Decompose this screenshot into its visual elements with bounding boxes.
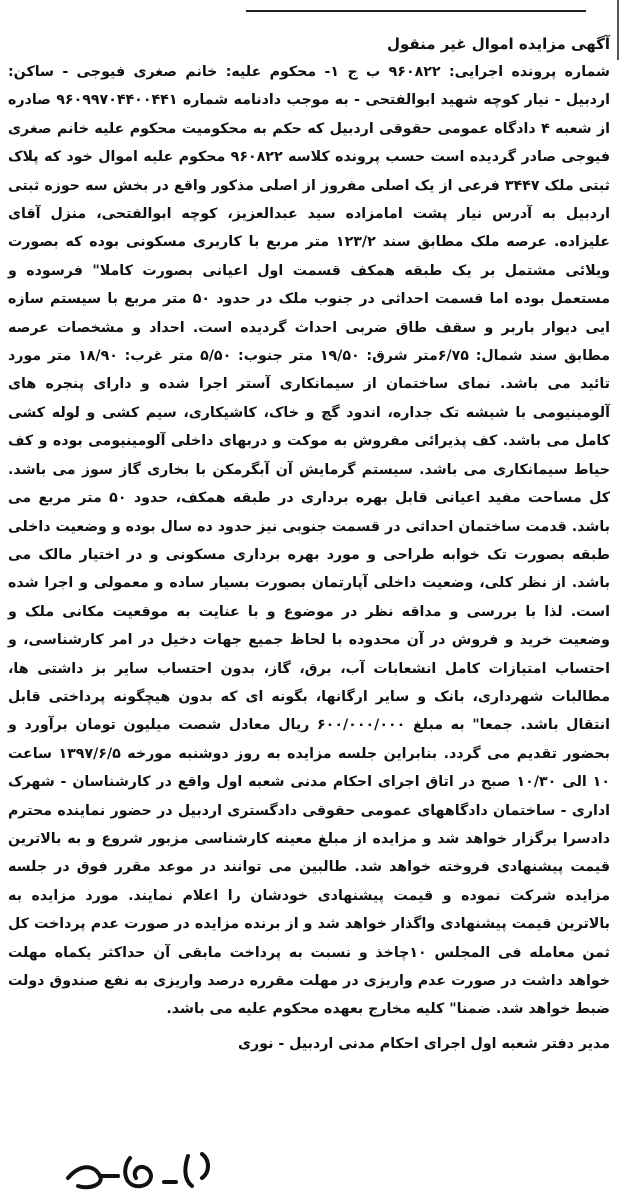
handwritten-number-mark <box>60 1138 220 1196</box>
notice-signature: مدیر دفتر شعبه اول اجرای احکام مدنی اردبیل - نوری <box>238 1035 610 1052</box>
auction-notice <box>8 30 610 1058</box>
notice-body: شماره پرونده اجرایی: ۹۶۰۸۲۲ ب ج ۱- محکوم علیه: خانم صغری فیوجی - ساکن: اردبیل - نیار کوچه شهید ابوالفتحی - به موجب دادنامه شماره ۹۶۰۹۹۷۰۴۴۰۰۴۴۱ صادره از شعبه ۴ دادگاه عمومی حقوقی اردبیل که حکم به محکومیت محکوم علیه خانم صغری فیوجی صادر گردیده است حسب پرونده کلاسه ۹۶۰۸۲۲ محکوم علیه اموال خود که پلاک ثبتی ملک ۳۴۴۷ فرعی از یک اصلی مفروز از اصلی مذکور واقع در بخش سه حوزه ثبتی اردبیل به آدرس نیار پشت امامزاده سید عبدالعزیز، کوچه ابوالفتحی، منزل آقای علیزاده. عرصه ملک مطابق سند ۱۲۳/۲ متر مربع با کاربری مسکونی بوده که بصورت ویلائی مشتمل بر یک طبقه همکف قسمت اول اعیانی بصورت کاملا" فرسوده و مستعمل بوده اما قسمت احداثی در جنوب ملک در حدود ۵۰ متر مربع با سیستم سازه ایی دیوار باربر و سقف طاق ضربی احداث گردیده است. احداد و مشخصات عرصه مطابق سند شمال: ۶/۷۵متر شرق: ۱۹/۵۰ متر جنوب: ۵/۵۰ متر غرب: ۱۸/۹۰ متر مورد تائید می باشد. نمای ساختمان از سیمانکاری آستر اجرا شده و دارای پنجره های آلومینیومی با شیشه تک جداره، اندود گچ و خاک، کاشیکاری، سیم کشی و لوله کشی کامل می باشد. کف پذیرائی مفروش به موکت و دربهای داخلی آلومینیومی بوده و کف حیاط سیمانکاری می باشد. سیستم گرمایش آن آبگرمکن با بخاری گاز سوز می باشد. کل مساحت مفید اعیانی قابل بهره برداری در طبقه همکف، حدود ۵۰ متر مربع می باشد. قدمت ساختمان احداثی در قسمت جنوبی نیز حدود ده سال بوده و وضعیت داخلی طبقه بصورت تک خوابه طراحی و مورد بهره برداری مسکونی و در اختیار مالک می باشد. از نظر کلی، وضعیت داخلی آپارتمان بصورت بسیار ساده و معمولی و اجرا شده است. لذا با بررسی و مداقه نظر در موضوع و با عنایت به موقعیت مکانی ملک و وضعیت خرید و فروش در آن محدوده با لحاظ جمیع جهات دخیل در امر کارشناسی، و احتساب امتیازات کامل انشعابات آب، برق، گاز، بدون احتساب سایر بز داشتی ها، مطالبات شهرداری، بانک و سایر ارگانها، بگونه ای که بدون هیچگونه پرداختی قابل انتقال باشد. جمعا" به مبلغ ۶۰۰/۰۰۰/۰۰۰ ریال معادل شصت میلیون تومان برآورد و بحضور تقدیم می گردد. بنابراین جلسه مزایده به روز دوشنبه مورخه ۱۳۹۷/۶/۵ ساعت ۱۰ الی ۱۰/۳۰ صبح در اتاق اجرای احکام مدنی شعبه اول واقع در کارشناسان - شهرک اداری - ساختمان دادگاههای عمومی حقوقی دادگستری اردبیل در حضور نماینده محترم دادسرا برگزار خواهد شد و مزایده از مبلغ معینه کارشناسی مزبور شروع و به بالاترین قیمت پیشنهادی فروخته خواهد شد. طالبین می توانند در موعد مقرر فوق در جلسه مزایده شرکت نموده و قیمت پیشنهادی خودشان را اعلام نمایند. مورد مزایده به بالاترین قیمت پیشنهادی واگذار خواهد شد و از برنده مزایده در صورت عدم پرداخت کل ثمن معامله فی المجلس ۱۰چاخذ و نسبت به پرداخت مابقی آن حداکثر یکماه مهلت خواهد داشت در صورت عدم واریزی در مهلت مقرره درصد واریزی به نفع صندوق دولت ضبط خواهد شد. ضمنا" کلیه مخارج بعهده محکوم علیه می باشد. <box>8 64 611 1018</box>
column-edge-line <box>617 0 619 60</box>
notice-title: آگهی مزایده اموال غیر منقول <box>386 35 610 53</box>
top-divider-line <box>246 10 586 12</box>
